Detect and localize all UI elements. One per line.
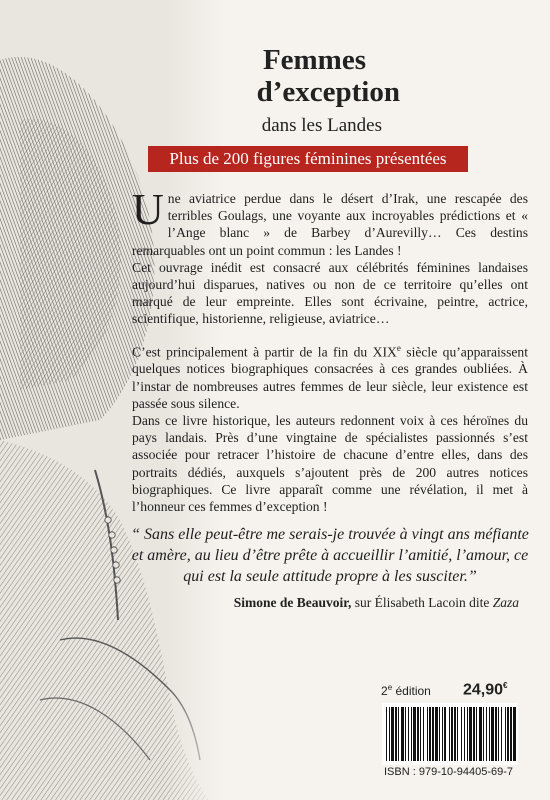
barcode-bar (405, 707, 406, 761)
barcode-bar (401, 707, 404, 761)
barcode-bar (417, 707, 419, 761)
barcode-bar (464, 707, 465, 761)
barcode-bar (507, 707, 509, 761)
barcode-bar (395, 707, 397, 761)
barcode-bar (451, 707, 453, 761)
book-subtitle: dans les Landes (261, 115, 382, 136)
barcode-bar (510, 707, 512, 761)
barcode-bar (505, 707, 506, 761)
barcode-bar (427, 707, 428, 761)
quote-attribution: Simone de Beauvoir, sur Élisabeth Lacoin dite Zaza (233, 595, 519, 610)
barcode-bar (389, 707, 390, 761)
barcode-bar (498, 707, 499, 761)
barcode-bar (491, 707, 494, 761)
barcode-bar (479, 707, 482, 761)
barcode-bar (398, 707, 399, 761)
barcode-bar (444, 707, 446, 761)
barcode-bar (429, 707, 431, 761)
barcode-bar (449, 707, 450, 761)
isbn-number: ISBN : 979-10-94405-69-7 (384, 766, 514, 778)
barcode-bar (486, 707, 487, 761)
barcode-bar (432, 707, 434, 761)
barcode-bar (513, 707, 516, 761)
edition-label: 2e édition (381, 683, 431, 698)
drop-cap: U (132, 185, 164, 234)
blurb-paragraph-1: Une aviatrice perdue dans le désert d’Irak, une rescapée des terribles Goulags, une voyante aux incroyables prédictions et « l’Ange blanc » de Barbey d’Aurevilly… Ces destins remarquables ont un point commun : les Landes ! (132, 185, 528, 258)
barcode-bar (476, 707, 477, 761)
barcode-bar (413, 707, 416, 761)
blurb-paragraph-4: Dans ce livre historique, les auteurs redonnent voix à ces héroïnes du pays landais. Près d’une vingtaine de spécialistes passionnés s’est associée pour retracer l’histoire de chacune d’entre elles, dans des portraits dédiés, auxquels s’ajoutent près de 200 autres notices biographiques. Ce livre apparaît comme une révélation, il met à l’honneur ces femmes d’exception ! (132, 412, 528, 514)
price: 24,90€ (463, 681, 508, 699)
barcode-bar (483, 707, 484, 761)
barcode-bar (423, 707, 424, 761)
barcode-bar (439, 707, 440, 761)
barcode-bar (386, 707, 387, 761)
book-title-line2: d’exception (256, 76, 400, 108)
barcode-bar (489, 707, 490, 761)
book-title-line1: Femmes (262, 44, 366, 76)
barcode-bar (469, 707, 472, 761)
barcode-bar (442, 707, 443, 761)
blurb-paragraph-2: Cet ouvrage inédit est consacré aux célébrités féminines landaises aujourd’hui disparues, natives ou non de ce territoire qu’elles ont marqué de leur empreinte. Elles sont écrivaine, peintre, actrice, scientifique, historienne, religieuse, aviatrice… (132, 259, 528, 327)
barcode-bar (435, 707, 438, 761)
barcode-bar (495, 707, 497, 761)
barcode-bar (391, 707, 394, 761)
beauvoir-quote: “ Sans elle peut-être me serais-je trouvée à vingt ans méfiante et amère, au lieu d’être prête à accueillir l’amitié, l’amour, ce qui est la seule attitude propre à les susciter.” (131, 526, 529, 585)
barcode-icon (382, 703, 518, 765)
figures-banner: Plus de 200 figures féminines présentées (148, 146, 468, 172)
barcode-bar (461, 707, 462, 761)
barcode-bar (501, 707, 502, 761)
blurb-paragraph-3: C’est principalement à partir de la fin du XIXe siècle qu’apparaissent quelques notices biographiques consacrées à ces grandes oubliées. À l’instar de nombreuses autres femmes de leur siècle, leur existence est passée sous silence. (132, 342, 528, 411)
barcode-bar (454, 707, 456, 761)
barcode-bar (467, 707, 468, 761)
barcode-bar (408, 707, 409, 761)
barcode-bar (411, 707, 412, 761)
barcode-bar (457, 707, 458, 761)
barcode-bar (420, 707, 421, 761)
blurb-text (132, 185, 528, 515)
barcode-bar (473, 707, 475, 761)
